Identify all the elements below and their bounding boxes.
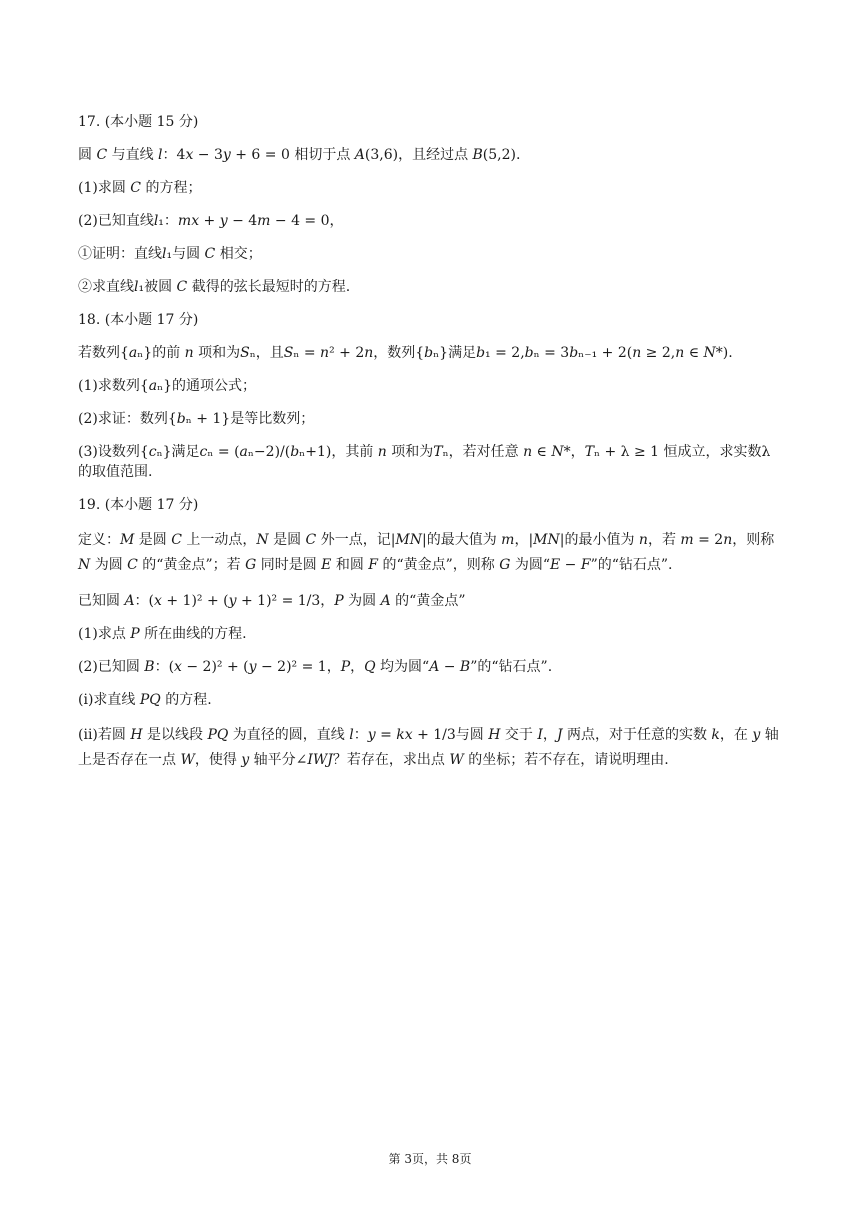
question-17-stem: 圆 𝐶 与直线 𝑙：4𝑥 − 3𝑦 + 6 = 0 相切于点 𝐴(3,6)，且经过点 𝐵(5,2). <box>78 147 521 163</box>
question-19-given: 已知圆 𝐴：(𝑥 + 1)² + (𝑦 + 1)² = 1/3，𝑃 为圆 𝐴 的“黄金点” <box>78 593 466 609</box>
question-17-part-2-sub-2: ②求直线𝑙₁被圆 𝐶 截得的弦长最短时的方程. <box>78 279 351 295</box>
question-18-stem: 若数列{𝑎ₙ}的前 𝑛 项和为𝑆ₙ，且𝑆ₙ = 𝑛² + 2𝑛，数列{𝑏ₙ}满足𝑏₁ = 2,𝑏ₙ = 3𝑏ₙ₋₁ + 2(𝑛 ≥ 2,𝑛 ∈ 𝑁*). <box>78 345 733 361</box>
question-19-part-1: (1)求点 𝑃 所在曲线的方程. <box>78 626 247 642</box>
question-18-part-2: (2)求证：数列{𝑏ₙ + 1}是等比数列； <box>78 411 315 427</box>
question-17-part-2-sub-1: ①证明：直线𝑙₁与圆 𝐶 相交； <box>78 246 262 262</box>
question-18-part-1: (1)求数列{𝑎ₙ}的通项公式； <box>78 378 257 394</box>
question-19-title: 19. (本小题 17 分) <box>78 497 199 513</box>
question-19-part-2: (2)已知圆 𝐵：(𝑥 − 2)² + (𝑦 − 2)² = 1，𝑃，𝑄 均为圆“𝐴 − 𝐵”的“钻石点”. <box>78 659 553 675</box>
question-19-part-2-i: (ⅰ)求直线 𝑃𝑄 的方程. <box>78 692 212 708</box>
question-19-part-2-ii: (ⅱ)若圆 𝐻 是以线段 𝑃𝑄 为直径的圆，直线 𝑙：𝑦 = 𝑘𝑥 + 1/3与圆 𝐻 交于 𝐼，𝐽 两点，对于任意的实数 𝑘，在 𝑦 轴上是否存在一点 𝑊，使得 𝑦 轴平分∠𝐼𝑊𝐽？若存在，求出点 𝑊 的坐标；若不存在，请说明理由. <box>78 727 779 768</box>
question-19-definition: 定义：𝑀 是圆 𝐶 上一动点，𝑁 是圆 𝐶 外一点，记|𝑀𝑁|的最大值为 𝑚，|𝑀𝑁|的最小值为 𝑛，若 𝑚 = 2𝑛，则称 𝑁 为圆 𝐶 的“黄金点”；若 𝐺 同时是圆 𝐸 和圆 𝐹 的“黄金点”，则称 𝐺 为圆“𝐸 − 𝐹”的“钻石点”. <box>78 532 775 573</box>
document-body <box>78 112 783 786</box>
question-17-part-2: (2)已知直线𝑙₁：𝑚𝑥 + 𝑦 − 4𝑚 − 4 = 0， <box>78 213 344 229</box>
question-17-part-1: (1)求圆 𝐶 的方程； <box>78 180 202 196</box>
question-17-title: 17. (本小题 15 分) <box>78 114 199 130</box>
question-18-part-3: (3)设数列{𝑐ₙ}满足𝑐ₙ = (𝑎ₙ−2)/(𝑏ₙ+1)，其前 𝑛 项和为𝑇ₙ，若对任意 𝑛 ∈ 𝑁*，𝑇ₙ + λ ≥ 1 恒成立，求实数λ的取值范围. <box>78 444 771 480</box>
page-footer: 第 3页，共 8页 <box>388 1152 472 1166</box>
question-18-title: 18. (本小题 17 分) <box>78 312 199 328</box>
